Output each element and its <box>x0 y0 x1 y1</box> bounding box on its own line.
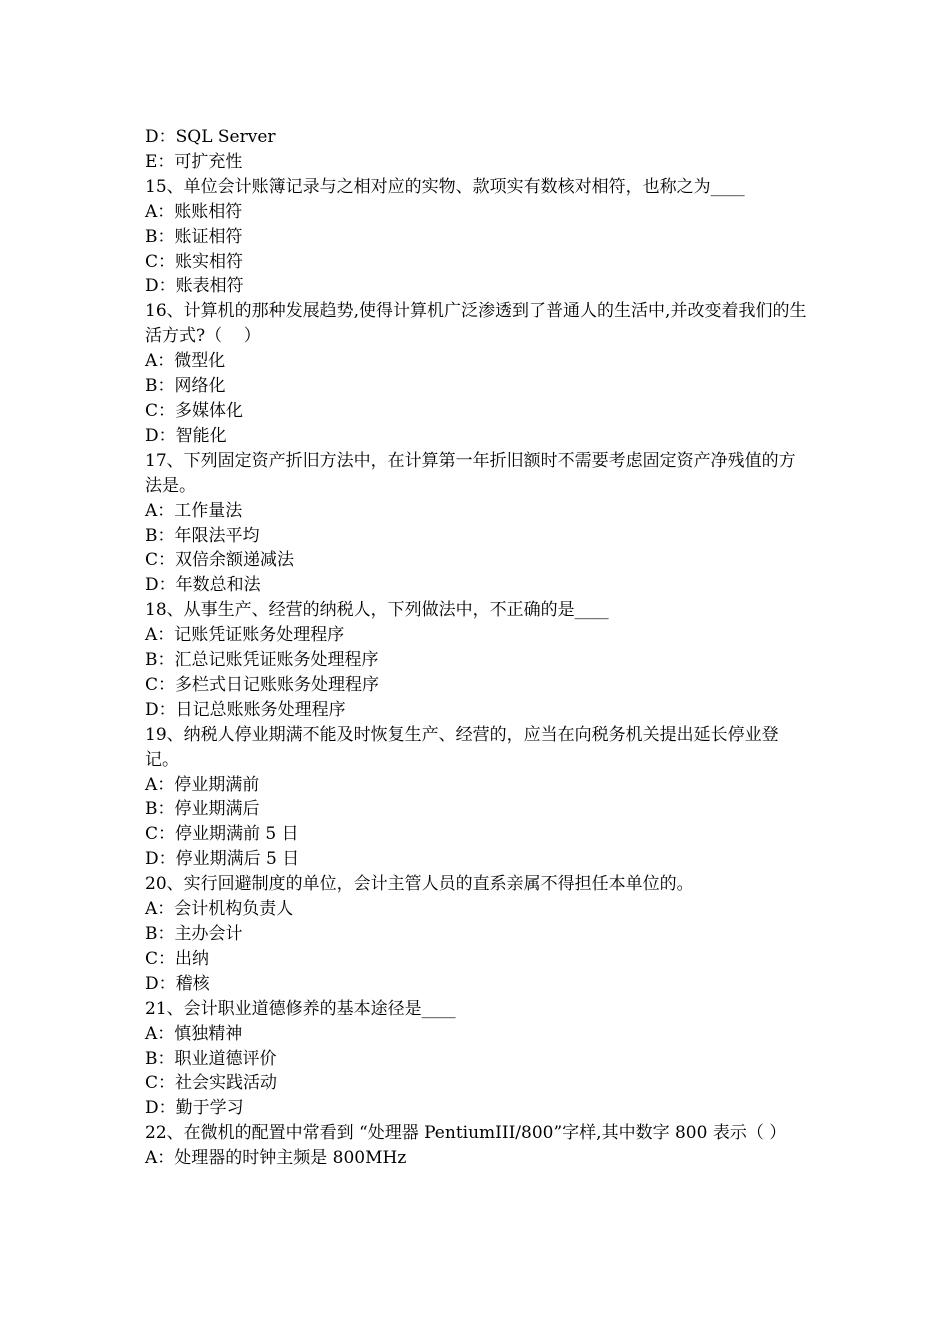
option-line: C：出纳 <box>145 948 210 969</box>
option-line: D：勤于学习 <box>145 1098 244 1119</box>
option-line: C：双倍余额递减法 <box>145 550 295 571</box>
option-line: A：慎独精神 <box>145 1023 243 1044</box>
question-line: 21、会计职业道德修养的基本途径是____ <box>145 998 456 1019</box>
option-line: C：社会实践活动 <box>145 1073 278 1094</box>
option-line: C：多媒体化 <box>145 400 244 421</box>
question-line: 16、计算机的那种发展趋势,使得计算机广泛渗透到了普通人的生活中,并改变着我们的生活方式?（ ） <box>145 301 807 347</box>
document-body <box>145 125 810 1171</box>
option-line: B：停业期满后 <box>145 799 260 820</box>
option-line: D：账表相符 <box>145 276 244 297</box>
option-line: D：停业期满后 5 日 <box>145 849 300 870</box>
question-line: 19、纳税人停业期满不能及时恢复生产、经营的，应当在向税务机关提出延长停业登记。 <box>145 724 779 770</box>
option-line: B：年限法平均 <box>145 525 260 546</box>
option-line: D：年数总和法 <box>145 575 261 596</box>
option-line: E：可扩充性 <box>145 151 243 172</box>
option-line: B：网络化 <box>145 376 226 397</box>
option-line: D：SQL Server <box>145 127 276 147</box>
option-line: A：会计机构负责人 <box>145 899 294 920</box>
option-line: D：日记总账账务处理程序 <box>145 699 346 720</box>
question-line: 15、单位会计账簿记录与之相对应的实物、款项实有数核对相符，也称之为____ <box>145 176 745 197</box>
option-line: B：主办会计 <box>145 924 243 944</box>
question-line: 22、在微机的配置中常看到 “处理器 PentiumIII/800”字样,其中数字 800 表示（ ） <box>145 1123 787 1144</box>
option-line: C：多栏式日记账账务处理程序 <box>145 674 380 695</box>
option-line: D：稽核 <box>145 973 210 994</box>
option-line: C：账实相符 <box>145 251 244 272</box>
question-line: 17、下列固定资产折旧方法中，在计算第一年折旧额时不需要考虑固定资产净残值的方法是。 <box>145 450 796 496</box>
option-line: A：停业期满前 <box>145 774 260 795</box>
option-line: B：汇总记账凭证账务处理程序 <box>145 650 379 671</box>
option-line: C：停业期满前 5 日 <box>145 824 299 845</box>
option-line: A：记账凭证账务处理程序 <box>145 625 345 646</box>
option-line: A：工作量法 <box>145 500 243 521</box>
option-line: B：账证相符 <box>145 226 243 247</box>
question-line: 20、实行回避制度的单位，会计主管人员的直系亲属不得担任本单位的。 <box>145 874 694 895</box>
option-line: B：职业道德评价 <box>145 1048 277 1069</box>
option-line: A：账账相符 <box>145 201 243 222</box>
question-line: 18、从事生产、经营的纳税人，下列做法中，不正确的是____ <box>145 600 609 621</box>
option-line: D：智能化 <box>145 425 227 446</box>
option-line: A：处理器的时钟主频是 800MHz <box>145 1148 407 1169</box>
option-line: A：微型化 <box>145 351 226 372</box>
